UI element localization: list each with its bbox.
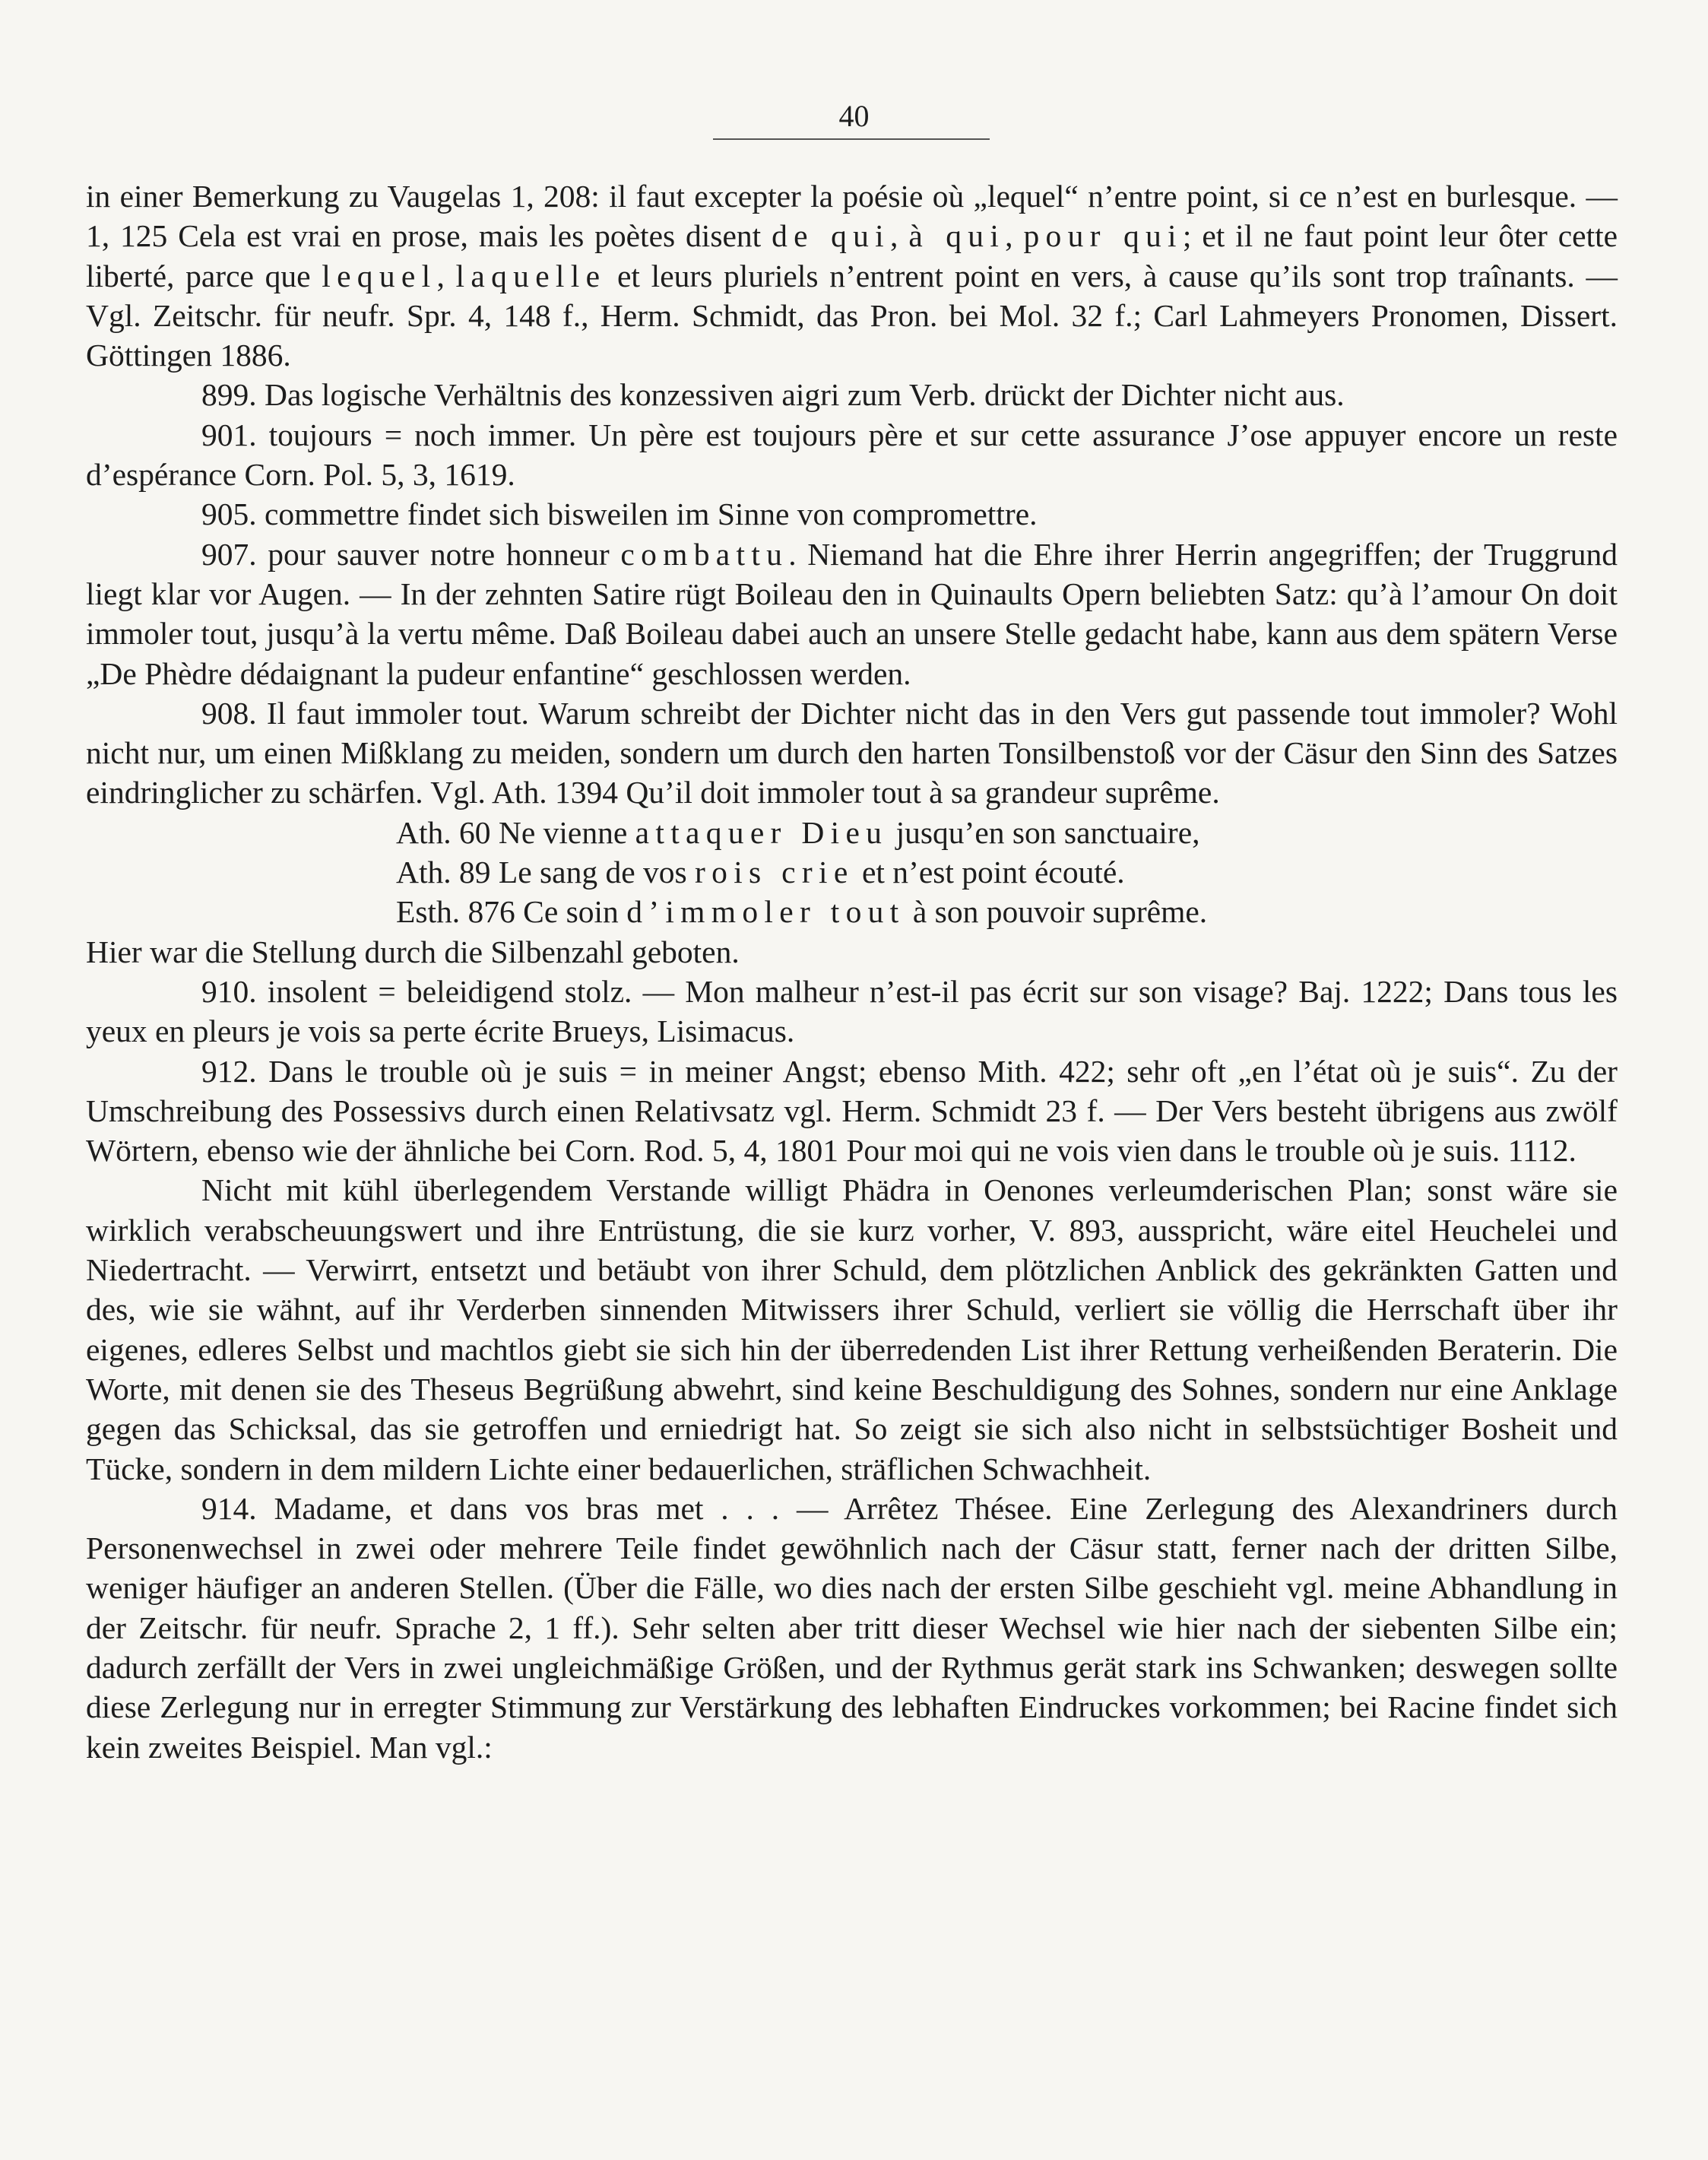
spaced-text: rois crie: [695, 855, 854, 890]
text-run: à son pouvoir suprême.: [905, 894, 1208, 930]
paragraph: [86, 415, 1618, 495]
text-run: 907. pour sauver notre honneur: [201, 536, 621, 572]
quoted-verses: [86, 813, 1618, 932]
paragraphs-before-quotes: [86, 176, 1618, 813]
text-run: ,: [436, 258, 456, 293]
text-run: in einer Bemerkung zu Vaugelas 1, 208: il faut excepter la poésie où „lequel“ n’entre point, si ce n’est en burlesque. — 1, 125 Cela est vrai en prose, mais les poètes disent: [86, 179, 1618, 254]
text-run: Esth. 876 Ce soin: [396, 894, 627, 930]
text-run: 899. Das logische Verhältnis des konzessiven aigri zum Verb. drückt der Dichter nicht aus.: [201, 377, 1345, 413]
text-run: ; et il ne faut point leur ôter cette liberté, parce que: [86, 218, 1618, 293]
paragraph: [86, 972, 1618, 1051]
text-run: 901. toujours = noch immer. Un père est toujours père et sur cette assurance J’ose appuyer encore un reste d’espérance Corn. Pol. 5, 3, 1619.: [86, 417, 1618, 493]
header-rule: [713, 138, 990, 140]
text-run: ,: [890, 218, 909, 254]
verse-line: [396, 813, 1618, 852]
spaced-text: laquelle: [455, 258, 607, 293]
paragraph: [86, 176, 1618, 375]
paragraph: [86, 375, 1618, 414]
text-run: . Niemand hat die Ehre ihrer Herrin angegriffen; der Truggrund liegt klar vor Augen. — In der zehnten Satire rügt Boileau den in Quinaults Opern beliebten Satz: qu’à l’amour On doit immoler tout, jusqu’à la vertu même. Daß Boileau dabei auch an unsere Stelle gedacht habe, kann aus dem spätern Verse „De Phèdre dédaignant la pudeur enfantine“ geschlossen werden.: [86, 536, 1618, 691]
paragraph: [86, 494, 1618, 534]
spaced-text: d’immoler tout: [626, 894, 905, 930]
spaced-text: combattu: [620, 536, 789, 572]
paragraph: [86, 932, 1618, 972]
text-run: Ath. 60 Ne vienne: [396, 814, 635, 850]
text-run: ,: [1005, 218, 1024, 254]
text-run: et n’est point écouté.: [854, 855, 1125, 890]
text-run: et leurs pluriels n’entrent point en vers, à cause qu’ils sont trop traînants. — Vgl. Zeitschr. für neufr. Spr. 4, 148 f., Herm. Schmidt, das Pron. bei Mol. 32 f.; Carl Lahmeyers Pronomen, Dissert. Göttingen 1886.: [86, 258, 1618, 373]
page-number: 40: [838, 99, 870, 133]
paragraph: [86, 1489, 1618, 1767]
spaced-text: pour qui: [1023, 218, 1183, 254]
spaced-text: attaquer Dieu: [635, 814, 889, 850]
verse-line: [396, 852, 1618, 892]
text-run: 912. Dans le trouble où je suis = in meiner Angst; ebenso Mith. 422; sehr oft „en l’état où je suis“. Zu der Umschreibung des Possessivs durch einen Relativsatz vgl. Herm. Schmidt 23 f. — Der Vers besteht übrigens aus zwölf Wörtern, ebenso wie der ähnliche bei Corn. Rod. 5, 4, 1801 Pour moi qui ne vois vien dans le trouble où je suis. 1112.: [86, 1053, 1618, 1169]
spaced-text: de qui: [772, 218, 891, 254]
paragraphs-after-quotes: [86, 932, 1618, 1767]
text-run: jusqu’en son sanctuaire,: [888, 814, 1200, 850]
paragraph: [86, 1051, 1618, 1171]
text-run: 910. insolent = beleidigend stolz. — Mon malheur n’est-il pas écrit sur son visage? Baj. 1222; Dans tous les yeux en pleurs je vois sa perte écrite Brueys, Lisimacus.: [86, 973, 1618, 1049]
text-run: 905. commettre findet sich bisweilen im Sinne von compromettre.: [201, 496, 1038, 532]
text-run: 914. Madame, et dans vos bras met . . . — Arrêtez Thésee. Eine Zerlegung des Alexandriners durch Personenwechsel in zwei oder mehrere Teile findet gewöhnlich nach der Cäsur statt, ferner nach der dritten Silbe, weniger häufiger an anderen Stellen. (Über die Fälle, wo dies nach der ersten Silbe geschieht vgl. meine Abhandlung in der Zeitschr. für neufr. Sprache 2, 1 ff.). Sehr selten aber tritt dieser Wechsel wie hier nach der siebenten Silbe ein; dadurch zerfällt der Vers in zwei ungleichmäßige Größen, und der Rythmus gerät stark ins Schwanken; deswegen sollte diese Zerlegung nur in erregter Stimmung zur Verstärkung des lebhaften Eindruckes vorkommen; bei Racine findet sich kein zweites Beispiel. Man vgl.:: [86, 1490, 1618, 1765]
spaced-text: à qui: [908, 218, 1006, 254]
paragraph: [86, 1170, 1618, 1488]
text-run: Nicht mit kühl überlegendem Verstande willigt Phädra in Oenones verleumderischen Plan; sonst wäre sie wirklich verabscheuungswert und ihre Entrüstung, die sie kurz vorher, V. 893, ausspricht, wäre eitel Heuchelei und Niedertracht. — Verwirrt, entsetzt und betäubt von ihrer Schuld, dem plötzlichen Anblick des gekränkten Gatten und des, wie sie wähnt, auf ihr Verderben sinnenden Mitwissers ihrer Schuld, verliert sie völlig die Herrschaft über ihr eigenes, edleres Selbst und machtlos giebt sie sich hin der überredenden List ihrer Rettung verheißenden Beraterin. Die Worte, mit denen sie des Theseus Begrüßung abwehrt, sind keine Beschuldigung des Sohnes, sondern nur eine Anklage gegen das Schicksal, das sie getroffen und erniedrigt hat. So zeigt sie sich also nicht in selbstsüchtiger Bosheit und Tücke, sondern in dem mildern Lichte einer bedauerlichen, sträflichen Schwachheit.: [86, 1172, 1618, 1486]
text-run: Hier war die Stellung durch die Silbenzahl geboten.: [86, 934, 740, 969]
text-run: 908. Il faut immoler tout. Warum schreibt der Dichter nicht das in den Vers gut passende tout immoler? Wohl nicht nur, um einen Mißklang zu meiden, sondern um durch den harten Tonsilbenstoß vor der Cäsur den Sinn des Satzes eindringlicher zu schärfen. Vgl. Ath. 1394 Qu’il doit immoler tout à sa grandeur suprême.: [86, 695, 1618, 810]
verse-line: [396, 892, 1618, 931]
text-run: Ath. 89 Le sang de vos: [396, 855, 696, 890]
body-text: [86, 176, 1618, 1767]
paragraph: [86, 534, 1618, 693]
spaced-text: lequel: [322, 258, 437, 293]
paragraph: [86, 693, 1618, 813]
